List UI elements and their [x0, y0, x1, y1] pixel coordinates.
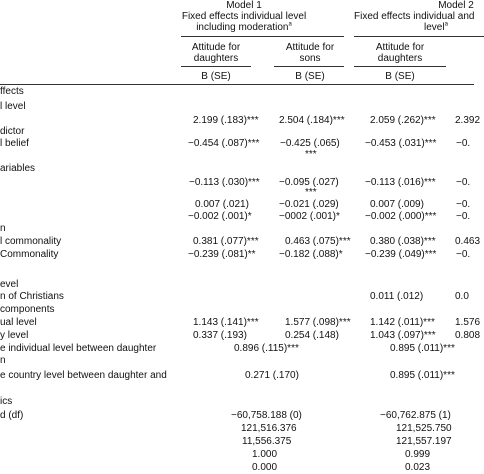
- col1-rule: [181, 66, 251, 67]
- row-label: n: [0, 223, 6, 235]
- model2-subtitle-1: Fixed effects individual and: [354, 11, 475, 22]
- cell: 2.504 (.184)***: [279, 115, 345, 126]
- row-label: y level: [0, 329, 29, 341]
- col2-rule: [274, 66, 344, 67]
- cell: 0.999: [405, 449, 431, 460]
- cell: 0.007 (.009): [370, 199, 424, 210]
- row-label: d (df): [0, 409, 24, 421]
- model1-rule: [181, 36, 344, 37]
- cell: 0.254 (.148): [285, 329, 339, 341]
- cell: −0.: [456, 199, 471, 210]
- cell: 0.463: [455, 236, 481, 248]
- cell: 0.0: [455, 290, 469, 302]
- cell: ***: [305, 149, 317, 160]
- cell: 0.011 (.012): [370, 290, 424, 302]
- row-label: n: [0, 354, 6, 366]
- cell: −0.454 (.087)***: [188, 138, 260, 149]
- cell: −0.425 (.065): [280, 138, 340, 149]
- cell: 0.023: [405, 462, 431, 473]
- model1-title: Model 1: [226, 0, 262, 11]
- cell: 2.059 (.262)***: [370, 115, 436, 126]
- model1-subtitle-1: Fixed effects individual level: [181, 11, 307, 22]
- row-label: n of Christians: [0, 290, 64, 302]
- cell: 0.381 (.077)***: [193, 236, 259, 248]
- cell: 0.895 (.011)***: [390, 342, 455, 354]
- row-label: ffects: [0, 86, 24, 97]
- cell: 1.143 (.141)***: [193, 316, 259, 328]
- cell: −0.113 (.016)***: [365, 177, 436, 188]
- cell: 121,516.376: [241, 422, 297, 434]
- cell: 1.043 (.097)***: [370, 329, 436, 341]
- cell: −0.002 (.001)*: [188, 211, 252, 222]
- cell: −0.113 (.030)***: [189, 177, 260, 188]
- col3-stat: B (SE): [385, 71, 415, 82]
- cell: −0.453 (.031)***: [365, 138, 437, 149]
- cell: 0.380 (.038)***: [370, 236, 436, 248]
- cell: −60,762.875 (1): [380, 409, 451, 421]
- cell: 0.000: [252, 462, 278, 473]
- cell: 121,525.750: [396, 422, 452, 434]
- row-label: evel: [0, 278, 19, 290]
- cell: 0.007 (.021): [195, 199, 249, 210]
- cell: 0.463 (.075)***: [285, 236, 351, 248]
- cell: 121,557.197: [396, 435, 452, 447]
- cell: −0.095 (.027): [279, 177, 339, 188]
- header-bottom-rule: [0, 84, 474, 85]
- col2-head-1: Attitude for: [285, 42, 335, 53]
- cell: −0.002 (.000)***: [365, 211, 437, 222]
- col2-head-2: sons: [299, 53, 321, 64]
- row-label: Commonality: [0, 249, 59, 261]
- row-label: e country level between daughter and: [0, 369, 167, 381]
- row-label: l belief: [0, 138, 29, 149]
- cell: 11,556.375: [242, 435, 292, 447]
- cell: −0002 (.001)*: [279, 211, 340, 222]
- cell: 1.142 (.011)***: [370, 316, 435, 328]
- model1-subtitle-2: including moderation$^a$: [196, 21, 292, 33]
- cell: 0.895 (.011)***: [390, 369, 455, 381]
- cell: 1.576: [455, 316, 481, 328]
- model2-rule: [354, 36, 484, 37]
- col1-stat: B (SE): [201, 71, 231, 82]
- cell: 0.271 (.170): [245, 369, 299, 381]
- row-label: ual level: [0, 316, 37, 328]
- model2-title: Model 2: [438, 0, 474, 11]
- cell: 0.808: [455, 329, 481, 341]
- cell: 2.392: [455, 115, 481, 126]
- row-label: l level: [0, 101, 26, 112]
- col1-head-2: daughters: [193, 53, 239, 64]
- row-label: l commonality: [0, 236, 62, 248]
- cell: −0.239 (.049)***: [365, 249, 437, 261]
- cell: 0.337 (.193): [193, 329, 247, 341]
- cell: −0.: [456, 249, 471, 261]
- cell: −0.: [456, 177, 471, 188]
- cell: 0.896 (.115)***: [234, 342, 299, 354]
- cell: −0.239 (.081)**: [188, 249, 256, 261]
- col1-head-1: Attitude for: [191, 42, 241, 53]
- row-label: dictor: [0, 126, 25, 137]
- col3-head-2: daughters: [377, 53, 423, 64]
- cell: −0.182 (.088)*: [279, 249, 343, 261]
- cell: ***: [305, 187, 317, 198]
- cell: −0.: [456, 138, 471, 149]
- model2-subtitle-2: level$^a$: [424, 21, 448, 33]
- col3-head-1: Attitude for: [375, 42, 425, 53]
- cell: 1.577 (.098)***: [285, 316, 351, 328]
- row-label: e individual level between daughter: [0, 342, 157, 354]
- row-label: ics: [0, 395, 13, 407]
- col2-stat: B (SE): [295, 71, 325, 82]
- cell: 2.199 (.183)***: [193, 115, 259, 126]
- row-label: ariables: [0, 163, 36, 174]
- cell: −0.021 (.029): [279, 199, 339, 210]
- row-label: components: [0, 303, 55, 315]
- cell: −60,758.188 (0): [231, 409, 302, 421]
- cell: −0.: [456, 211, 471, 222]
- col3-rule: [354, 66, 446, 67]
- cell: 1.000: [252, 449, 278, 460]
